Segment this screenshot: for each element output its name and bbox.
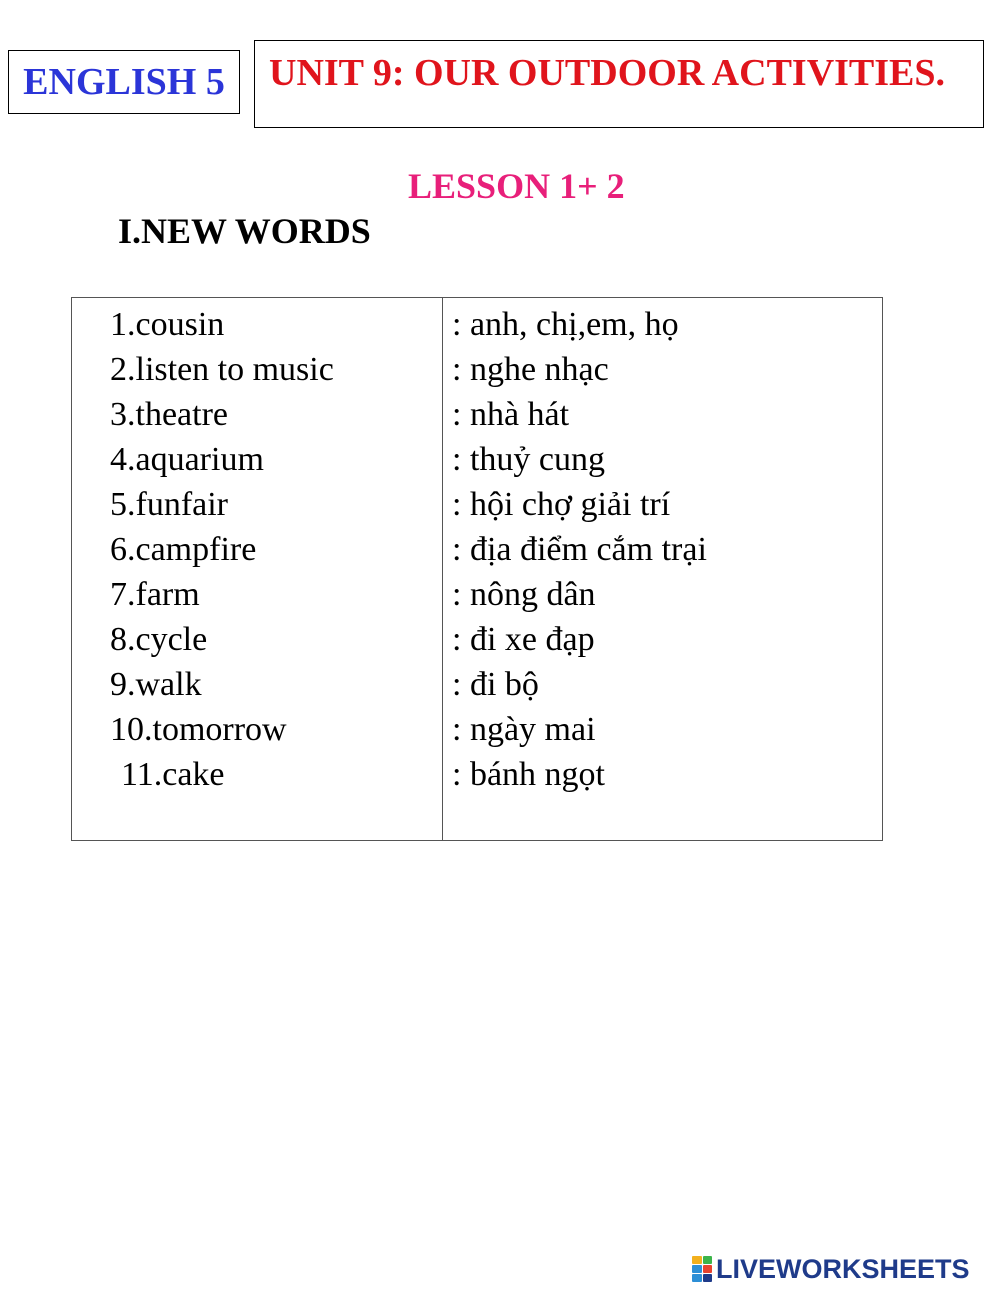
vocab-word: 9.walk [110, 666, 202, 703]
section-title: I.NEW WORDS [118, 211, 371, 251]
unit-title-box [254, 40, 984, 128]
vocab-meaning: : anh, chị,em, họ [452, 306, 679, 343]
vocab-meaning: : đi xe đạp [452, 621, 595, 658]
vocab-row [72, 392, 882, 437]
vocab-word: 1.cousin [110, 306, 225, 343]
vocab-row [72, 617, 882, 662]
vocab-row [72, 482, 882, 527]
liveworksheets-logo-text: LIVEWORKSHEETS [716, 1253, 970, 1284]
liveworksheets-logo[interactable] [692, 1252, 970, 1286]
vocab-row [72, 707, 882, 752]
vocab-meaning: : thuỷ cung [452, 441, 605, 478]
vocab-word: 5.funfair [110, 486, 229, 523]
subject-label: ENGLISH 5 [23, 61, 225, 103]
vocabulary-table [71, 297, 883, 841]
vocab-row [72, 347, 882, 392]
vocab-row [72, 662, 882, 707]
vocab-meaning: : địa điểm cắm trại [452, 531, 707, 568]
vocab-word: 3.theatre [110, 396, 228, 433]
vocab-row [72, 302, 882, 347]
vocab-meaning: : nhà hát [452, 396, 570, 433]
vocab-meaning: : nghe nhạc [452, 351, 609, 388]
vocab-word: 11.cake [121, 756, 225, 793]
vocab-word: 4.aquarium [110, 441, 264, 478]
vocab-meaning: : nông dân [452, 576, 596, 613]
vocab-row [72, 527, 882, 572]
vocab-word: 8.cycle [110, 621, 208, 658]
vocab-row [72, 572, 882, 617]
vocab-word: 7.farm [110, 576, 200, 613]
vocab-meaning: : ngày mai [452, 711, 596, 748]
liveworksheets-logo-icon [692, 1256, 712, 1282]
vocab-word: 6.campfire [110, 531, 257, 568]
unit-title: UNIT 9: OUR OUTDOOR ACTIVITIES. [269, 52, 946, 94]
subject-box [8, 50, 240, 114]
vocab-meaning: : hội chợ giải trí [452, 486, 671, 523]
lesson-heading: LESSON 1+ 2 [408, 166, 625, 206]
vocab-meaning: : đi bộ [452, 666, 539, 703]
vocab-word: 10.tomorrow [110, 711, 287, 748]
vocab-row [72, 437, 882, 482]
vocab-meaning: : bánh ngọt [452, 756, 605, 793]
vocab-word: 2.listen to music [110, 351, 334, 388]
vocab-row [72, 752, 882, 797]
